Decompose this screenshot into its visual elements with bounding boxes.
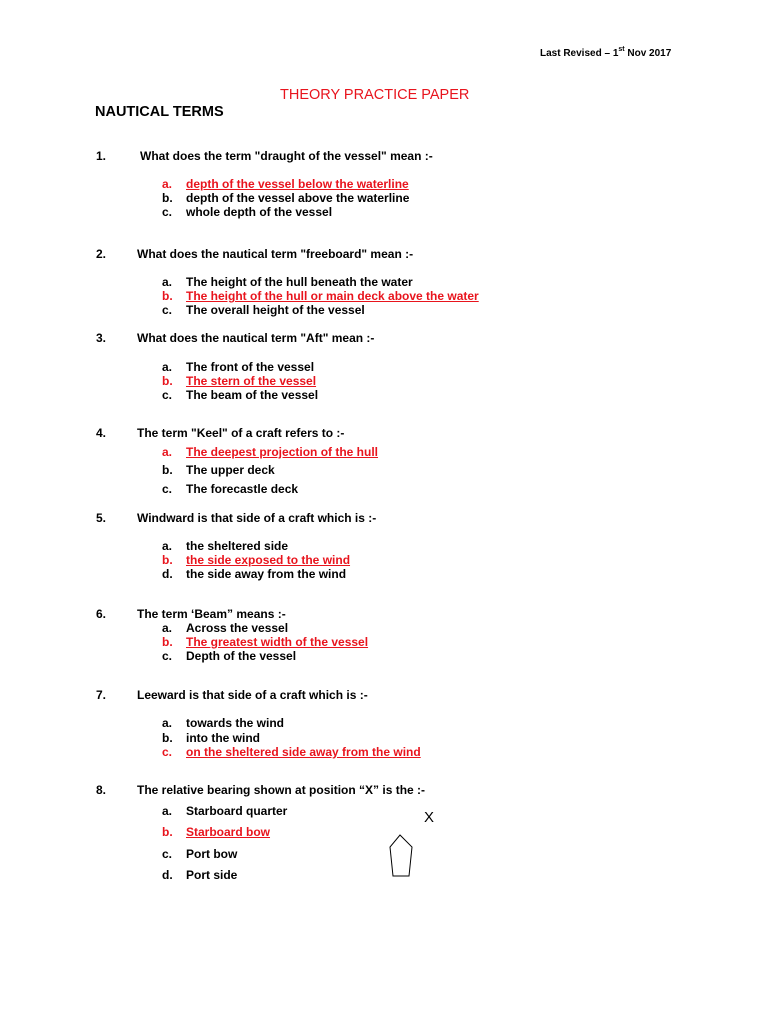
vessel-outline-icon	[388, 833, 414, 879]
question-text: What does the nautical term "freeboard" mean :-	[137, 247, 414, 261]
option-letter: c.	[162, 388, 173, 402]
option-letter: b.	[162, 635, 173, 649]
option-text: the sheltered side	[186, 539, 289, 553]
option-letter: b.	[162, 191, 173, 205]
option-text: Across the vessel	[186, 621, 289, 635]
answer-option	[162, 205, 332, 219]
option-text: The front of the vessel	[186, 360, 315, 374]
answer-option	[162, 539, 288, 553]
answer-option	[162, 463, 275, 477]
option-letter: b.	[162, 374, 173, 388]
option-text: towards the wind	[186, 716, 285, 730]
question-number: 3.	[96, 331, 107, 345]
question-text: The term ‘Beam” means :-	[137, 607, 286, 621]
question-text: What does the term "draught of the vessel" mean :-	[140, 149, 433, 163]
answer-option	[162, 303, 365, 317]
answer-option	[162, 275, 413, 289]
answer-option	[162, 567, 346, 581]
option-text: Starboard quarter	[186, 804, 288, 818]
option-text: The beam of the vessel	[186, 388, 319, 402]
option-letter: c.	[162, 482, 173, 496]
option-text: The forecastle deck	[186, 482, 299, 496]
option-letter: c.	[162, 847, 173, 861]
page-title: THEORY PRACTICE PAPER	[280, 87, 470, 103]
answer-option	[162, 635, 368, 649]
option-text: into the wind	[186, 731, 260, 745]
question-number: 1.	[96, 149, 107, 163]
option-letter: a.	[162, 621, 173, 635]
answer-option	[162, 868, 237, 882]
option-text: The stern of the vessel	[186, 374, 317, 388]
option-letter: c.	[162, 745, 173, 759]
option-text: on the sheltered side away from the wind	[186, 745, 421, 759]
option-letter: d.	[162, 868, 173, 882]
answer-option	[162, 388, 318, 402]
answer-option	[162, 825, 270, 839]
answer-option	[162, 553, 350, 567]
answer-option	[162, 191, 409, 205]
option-letter: d.	[162, 567, 173, 581]
option-letter: c.	[162, 649, 173, 663]
answer-option	[162, 621, 288, 635]
option-letter: a.	[162, 360, 173, 374]
question-text: What does the nautical term "Aft" mean :-	[137, 331, 375, 345]
answer-option	[162, 847, 237, 861]
option-text: depth of the vessel below the waterline	[186, 177, 409, 191]
question-text: Windward is that side of a craft which is :-	[137, 511, 377, 525]
option-text: whole depth of the vessel	[186, 205, 333, 219]
question-number: 4.	[96, 426, 107, 440]
question-number: 7.	[96, 688, 107, 702]
option-text: The upper deck	[186, 463, 275, 477]
option-text: Port side	[186, 868, 238, 882]
option-letter: a.	[162, 445, 173, 459]
answer-option	[162, 745, 421, 759]
question-text: The relative bearing shown at position “X” is the :-	[137, 783, 426, 797]
question-number: 2.	[96, 247, 107, 261]
option-letter: a.	[162, 539, 173, 553]
option-letter: b.	[162, 731, 173, 745]
option-text: The overall height of the vessel	[186, 303, 365, 317]
option-text: The greatest width of the vessel	[186, 635, 369, 649]
answer-option	[162, 804, 287, 818]
option-letter: a.	[162, 716, 173, 730]
option-letter: a.	[162, 275, 173, 289]
option-text: The height of the hull beneath the water	[186, 275, 413, 289]
option-letter: c.	[162, 205, 173, 219]
position-x-marker: X	[424, 809, 435, 826]
option-text: depth of the vessel above the waterline	[186, 191, 410, 205]
question-number: 6.	[96, 607, 107, 621]
question-number: 5.	[96, 511, 107, 525]
answer-option	[162, 649, 296, 663]
revised-prefix: Last Revised – 1	[540, 48, 619, 59]
option-text: The height of the hull or main deck above the water	[186, 289, 479, 303]
answer-option	[162, 482, 298, 496]
option-letter: b.	[162, 553, 173, 567]
option-letter: a.	[162, 177, 173, 191]
answer-option	[162, 445, 378, 459]
option-text: the side away from the wind	[186, 567, 347, 581]
option-text: Starboard bow	[186, 825, 271, 839]
answer-option	[162, 374, 316, 388]
option-letter: b.	[162, 289, 173, 303]
answer-option	[162, 360, 314, 374]
option-letter: b.	[162, 825, 173, 839]
answer-option	[162, 177, 409, 191]
question-number: 8.	[96, 783, 107, 797]
answer-option	[162, 716, 284, 730]
option-text: Port bow	[186, 847, 238, 861]
answer-option	[162, 731, 260, 745]
answer-option	[162, 289, 479, 303]
option-text: the side exposed to the wind	[186, 553, 351, 567]
option-text: Depth of the vessel	[186, 649, 297, 663]
question-text: The term "Keel" of a craft refers to :-	[137, 426, 345, 440]
option-text: The deepest projection of the hull	[186, 445, 379, 459]
revised-superscript: st	[618, 46, 625, 53]
last-revised-note	[540, 48, 671, 59]
option-letter: b.	[162, 463, 173, 477]
section-title: NAUTICAL TERMS	[95, 104, 224, 120]
question-text: Leeward is that side of a craft which is :-	[137, 688, 368, 702]
revised-suffix: Nov 2017	[624, 48, 672, 59]
option-letter: c.	[162, 303, 173, 317]
option-letter: a.	[162, 804, 173, 818]
